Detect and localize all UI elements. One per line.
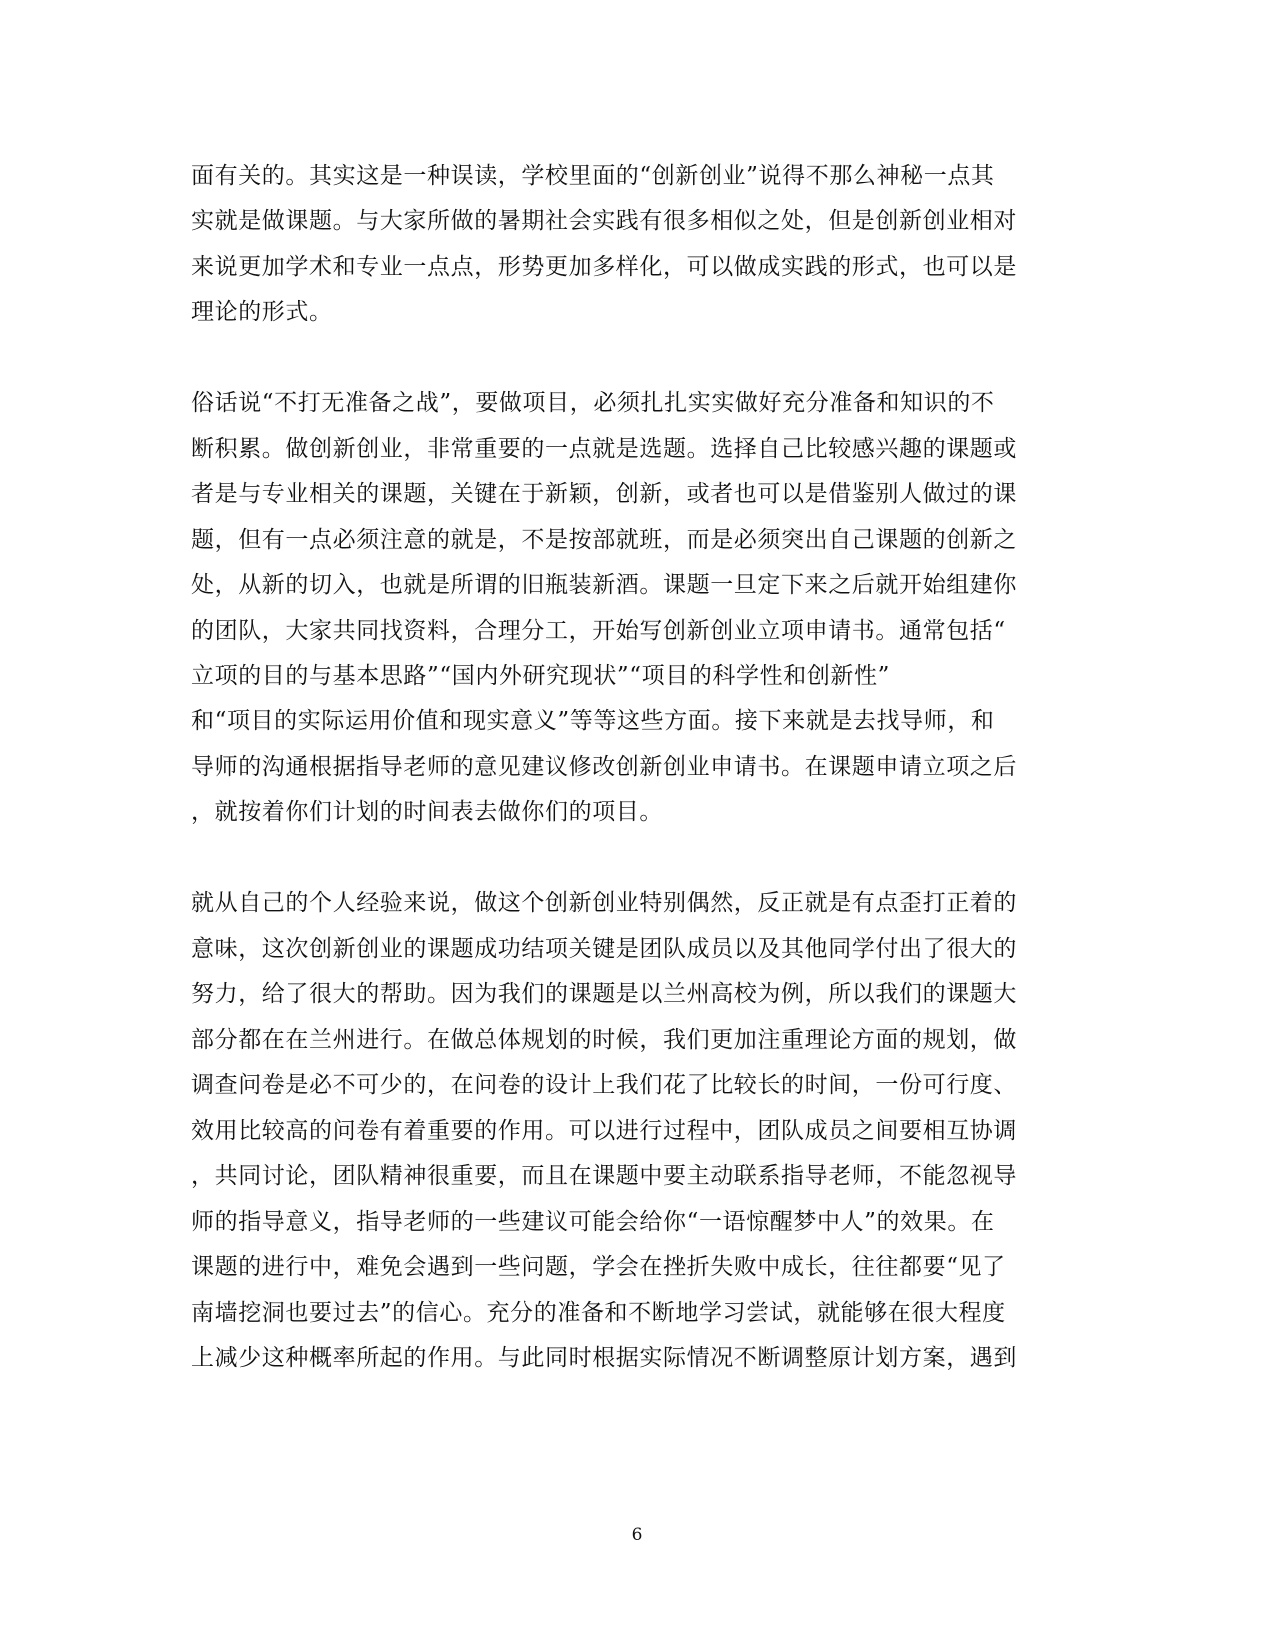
text-line: 来说更加学术和专业一点点，形势更加多样化，可以做成实践的形式，也可以是 (191, 254, 1017, 280)
text-line: 努力，给了很大的帮助。因为我们的课题是以兰州高校为例，所以我们的课题大 (191, 981, 1017, 1007)
text-line: 理论的形式。 (191, 299, 333, 325)
text-line: 师的指导意义，指导老师的一些建议可能会给你“一语惊醒梦中人”的效果。在 (191, 1209, 995, 1235)
text-line: 课题的进行中，难免会遇到一些问题，学会在挫折失败中成长，往往都要“见了 (191, 1254, 1006, 1280)
text-line: 面有关的。其实这是一种误读，学校里面的“创新创业”说得不那么神秘一点其 (191, 163, 995, 189)
text-line: ，共同讨论，团队精神很重要，而且在课题中要主动联系指导老师，不能忽视导 (191, 1163, 1017, 1189)
text-line: 处，从新的切入，也就是所谓的旧瓶装新酒。课题一旦定下来之后就开始组建你 (191, 572, 1017, 598)
text-line: 南墙挖洞也要过去”的信心。充分的准备和不断地学习尝试，就能够在很大程度 (191, 1300, 1006, 1326)
text-line: 部分都在在兰州进行。在做总体规划的时候，我们更加注重理论方面的规划，做 (191, 1027, 1017, 1053)
text-line: 立项的目的与基本思路”“国内外研究现状”“项目的科学性和创新性” (191, 663, 890, 689)
text-line: ，就按着你们计划的时间表去做你们的项目。 (191, 799, 663, 825)
text-line: 调查问卷是必不可少的，在问卷的设计上我们花了比较长的时间，一份可行度、 (191, 1072, 1017, 1098)
page-number: 6 (631, 1525, 643, 1545)
text-line: 效用比较高的问卷有着重要的作用。可以进行过程中，团队成员之间要相互协调 (191, 1118, 1017, 1144)
text-line: 俗话说“不打无准备之战”，要做项目，必须扎扎实实做好充分准备和知识的不 (191, 390, 995, 416)
text-line: 就从自己的个人经验来说，做这个创新创业特别偶然，反正就是有点歪打正着的 (191, 890, 1017, 916)
text-line: 导师的沟通根据指导老师的意见建议修改创新创业申请书。在课题申请立项之后 (191, 754, 1017, 780)
text-line: 上减少这种概率所起的作用。与此同时根据实际情况不断调整原计划方案，遇到 (191, 1345, 1017, 1371)
text-line: 者是与专业相关的课题，关键在于新颖，创新，或者也可以是借鉴别人做过的课 (191, 481, 1017, 507)
text-line: 题，但有一点必须注意的就是，不是按部就班，而是必须突出自己课题的创新之 (191, 527, 1017, 553)
text-line: 断积累。做创新创业，非常重要的一点就是选题。选择自己比较感兴趣的课题或 (191, 436, 1017, 462)
text-line: 的团队，大家共同找资料，合理分工，开始写创新创业立项申请书。通常包括“ (191, 618, 1006, 644)
text-line: 和“项目的实际运用价值和现实意义”等等这些方面。接下来就是去找导师，和 (191, 708, 995, 734)
text-line: 实就是做课题。与大家所做的暑期社会实践有很多相似之处，但是创新创业相对 (191, 208, 1017, 234)
text-line: 意味，这次创新创业的课题成功结项关键是团队成员以及其他同学付出了很大的 (191, 936, 1017, 962)
